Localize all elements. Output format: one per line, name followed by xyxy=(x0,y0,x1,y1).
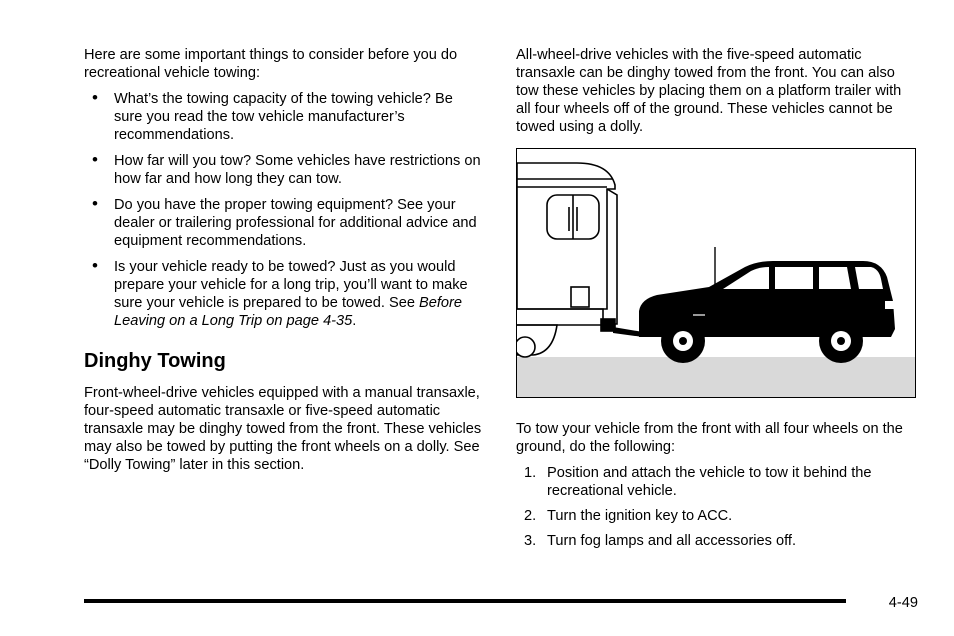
procedure-intro: To tow your vehicle from the front with all four wheels on the ground, do the following: xyxy=(516,421,903,455)
cross-reference-link[interactable]: Before Leaving on a Long Trip on page 4-35 xyxy=(114,295,463,329)
list-item: • Do you have the proper towing equipment? See your dealer or trailering professional for additional advice and equipment recommendations. xyxy=(84,196,484,250)
ground xyxy=(517,357,916,398)
list-item: • What’s the towing capacity of the towing vehicle? Be sure you read the tow vehicle manufacturer’s recommendations. xyxy=(84,90,484,144)
left-column xyxy=(84,46,484,474)
step-number: 2. xyxy=(524,508,537,524)
intro-paragraph: Here are some important things to consider before you do recreational vehicle towing: xyxy=(84,47,458,81)
step-item xyxy=(516,507,916,525)
list-item-text: Is your vehicle ready to be towed? Just as you would prepare your vehicle for a long trip, you’ll want to make sure your vehicle is prepared to be towed. See xyxy=(114,259,468,311)
dinghy-paragraph: Front-wheel-drive vehicles equipped with a manual transaxle, four-speed automatic transaxle or five-speed automatic transaxle may be dinghy towed from the front. These vehicles may also be towed by putting the front wheels on a dolly. See “Dolly Towing” later in this section. xyxy=(84,385,482,473)
footer-rule xyxy=(84,599,846,603)
step-number: 1. xyxy=(524,465,537,481)
tow-bar xyxy=(613,327,643,337)
step-text: Turn fog lamps and all accessories off. xyxy=(547,533,797,549)
awd-paragraph: All-wheel-drive vehicles with the five-speed automatic transaxle can be dinghy towed from the front. You can also tow these vehicles by placing them on a platform trailer with all four wheels off of the ground. These vehicles cannot be towed using a dolly. xyxy=(516,47,902,135)
car-icon xyxy=(639,261,895,363)
step-text: Position and attach the vehicle to tow it behind the recreational vehicle. xyxy=(547,465,872,499)
rv-towing-car-drawing xyxy=(517,149,916,398)
page-number: 4-49 xyxy=(888,595,918,611)
step-item xyxy=(516,464,916,500)
rv-icon xyxy=(517,163,617,357)
step-number: 3. xyxy=(524,533,537,549)
towing-illustration xyxy=(516,148,916,398)
procedure-steps xyxy=(516,464,916,550)
list-item xyxy=(84,258,484,330)
list-item: • How far will you tow? Some vehicles have restrictions on how far and how long they can tow. xyxy=(84,152,484,188)
right-column xyxy=(516,46,916,557)
step-item xyxy=(516,532,916,550)
section-heading: Dinghy Towing xyxy=(84,350,226,372)
list-item-end: . xyxy=(352,313,357,329)
considerations-list xyxy=(84,90,484,330)
step-text: Turn the ignition key to ACC. xyxy=(547,508,733,524)
